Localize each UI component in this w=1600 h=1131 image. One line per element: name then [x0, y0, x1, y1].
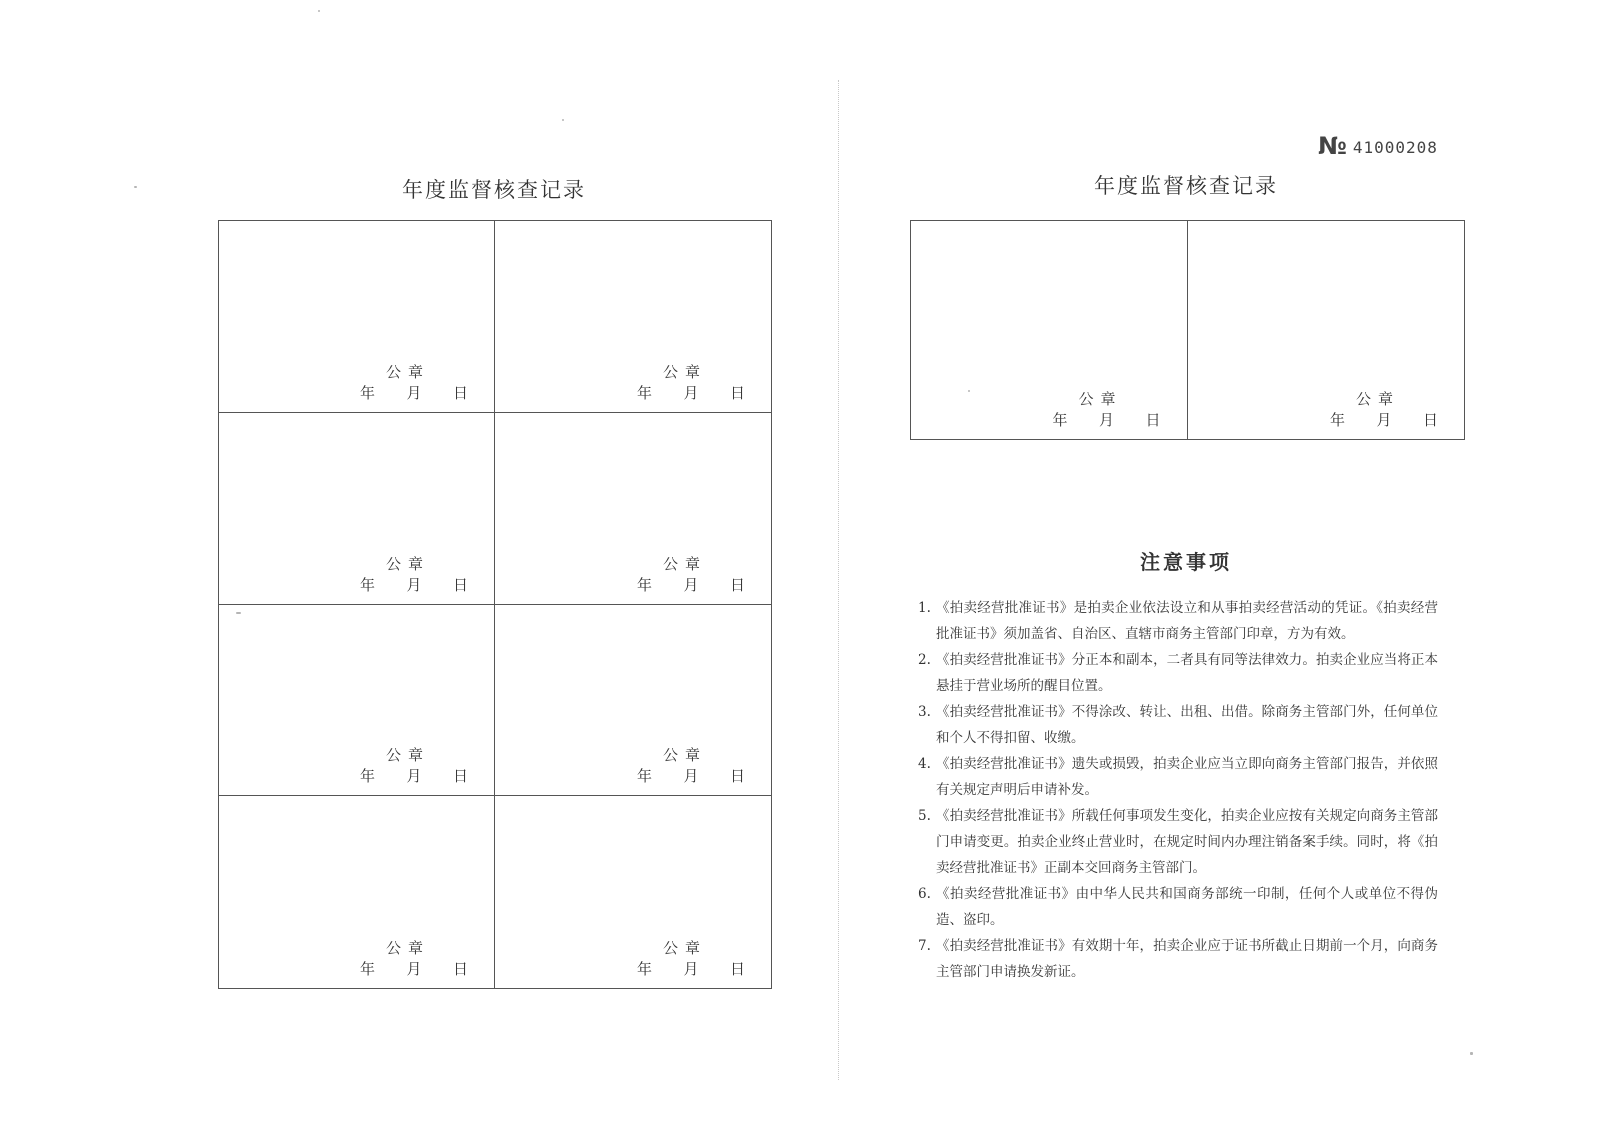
notice-item: [918, 881, 1438, 933]
notice-item-number: 4.: [918, 756, 931, 772]
date-line: [1330, 409, 1438, 430]
day-label: 日: [452, 575, 468, 594]
serial-number-sign: №: [1318, 132, 1347, 160]
notice-item-text: 《拍卖经营批准证书》不得涂改、转让、出租、出借。除商务主管部门外，任何单位和个人不得扣留、收缴。: [936, 704, 1438, 746]
date-line: [637, 382, 745, 403]
month-label: 月: [683, 383, 699, 402]
notice-item-text: 《拍卖经营批准证书》有效期十年，拍卖企业应于证书所截止日期前一个月，向商务主管部门申请换发新证。: [936, 938, 1438, 980]
right-inspection-grid: [910, 220, 1465, 440]
notice-item: [918, 933, 1438, 985]
left-page-title: 年度监督核查记录: [402, 178, 586, 202]
official-seal-label: 公章: [385, 746, 430, 765]
day-label: 日: [729, 767, 745, 786]
official-seal-label: 公章: [385, 939, 430, 957]
left-inspection-grid: [218, 220, 772, 989]
notice-item-text: 《拍卖经营批准证书》分正本和副本，二者具有同等法律效力。拍卖企业应当将正本悬挂于营业场所的醒目位置。: [936, 652, 1438, 694]
inspection-record-cell: [1188, 221, 1465, 439]
day-label: 日: [452, 960, 468, 978]
month-label: 月: [406, 575, 422, 594]
official-seal-label: 公章: [662, 554, 707, 573]
inspection-record-cell: [219, 796, 495, 988]
notice-item: [918, 595, 1438, 647]
notice-item-number: 3.: [918, 704, 931, 720]
inspection-record-cell: [495, 796, 771, 988]
notice-item-number: 7.: [918, 938, 931, 954]
notice-item: [918, 803, 1438, 881]
day-label: 日: [1422, 411, 1438, 429]
notice-item: [918, 699, 1438, 751]
notice-list: [918, 595, 1438, 985]
notice-item-text: 《拍卖经营批准证书》遗失或损毁，拍卖企业应当立即向商务主管部门报告，并依照有关规定声明后申请补发。: [936, 756, 1438, 798]
notice-item-text: 《拍卖经营批准证书》由中华人民共和国商务部统一印制，任何个人或单位不得伪造、盗印。: [936, 886, 1438, 928]
month-label: 月: [683, 960, 699, 978]
date-line: [360, 958, 468, 979]
official-seal-label: 公章: [385, 554, 430, 573]
notice-heading: 注意事项: [1140, 550, 1232, 574]
official-seal-label: 公章: [1078, 390, 1123, 408]
date-line: [360, 765, 468, 786]
year-label: 年: [637, 960, 653, 978]
notice-item-number: 5.: [918, 808, 931, 824]
date-line: [637, 574, 745, 595]
day-label: 日: [1145, 411, 1161, 429]
inspection-record-cell: [219, 413, 495, 605]
official-seal-label: 公章: [662, 939, 707, 957]
day-label: 日: [729, 575, 745, 594]
official-seal-label: 公章: [662, 362, 707, 381]
official-seal-label: 公章: [385, 362, 430, 381]
notice-item: [918, 647, 1438, 699]
day-label: 日: [452, 767, 468, 786]
year-label: 年: [360, 575, 376, 594]
page-fold-line: [838, 80, 839, 1080]
notice-item-text: 《拍卖经营批准证书》所载任何事项发生变化，拍卖企业应按有关规定向商务主管部门申请变更。拍卖企业终止营业时，在规定时间内办理注销备案手续。同时，将《拍卖经营批准证书》正副本交回商务主管部门。: [936, 808, 1438, 876]
serial-number: 41000208: [1352, 138, 1438, 157]
inspection-record-cell: [911, 221, 1188, 439]
notice-item-number: 1.: [918, 600, 931, 616]
right-page-title: 年度监督核查记录: [1094, 174, 1278, 198]
month-label: 月: [406, 767, 422, 786]
notice-item-text: 《拍卖经营批准证书》是拍卖企业依法设立和从事拍卖经营活动的凭证。《拍卖经营批准证书》须加盖省、自治区、直辖市商务主管部门印章，方为有效。: [936, 600, 1438, 642]
year-label: 年: [360, 960, 376, 978]
date-line: [360, 382, 468, 403]
year-label: 年: [637, 383, 653, 402]
official-seal-label: 公章: [662, 746, 707, 765]
month-label: 月: [1376, 411, 1392, 429]
date-line: [1053, 409, 1161, 430]
day-label: 日: [729, 383, 745, 402]
year-label: 年: [637, 767, 653, 786]
day-label: 日: [452, 383, 468, 402]
month-label: 月: [406, 383, 422, 402]
year-label: 年: [360, 383, 376, 402]
date-line: [637, 958, 745, 979]
inspection-record-cell: [495, 221, 771, 413]
official-seal-label: 公章: [1355, 390, 1400, 408]
month-label: 月: [406, 960, 422, 978]
scan-speck: [562, 119, 564, 121]
inspection-record-cell: [495, 605, 771, 797]
certificate-serial: [1318, 132, 1438, 160]
scan-speck: [134, 186, 137, 188]
year-label: 年: [1052, 411, 1068, 429]
year-label: 年: [1330, 411, 1346, 429]
month-label: 月: [683, 575, 699, 594]
inspection-record-cell: [219, 605, 495, 797]
month-label: 月: [1098, 411, 1114, 429]
day-label: 日: [729, 960, 745, 978]
notice-item-number: 2.: [918, 652, 931, 668]
date-line: [637, 765, 745, 786]
year-label: 年: [360, 767, 376, 786]
notice-item-number: 6.: [918, 886, 931, 902]
scan-speck: [318, 10, 320, 12]
scan-speck: [1470, 1052, 1473, 1055]
inspection-record-cell: [495, 413, 771, 605]
notice-item: [918, 751, 1438, 803]
date-line: [360, 574, 468, 595]
inspection-record-cell: [219, 221, 495, 413]
year-label: 年: [637, 575, 653, 594]
month-label: 月: [683, 767, 699, 786]
